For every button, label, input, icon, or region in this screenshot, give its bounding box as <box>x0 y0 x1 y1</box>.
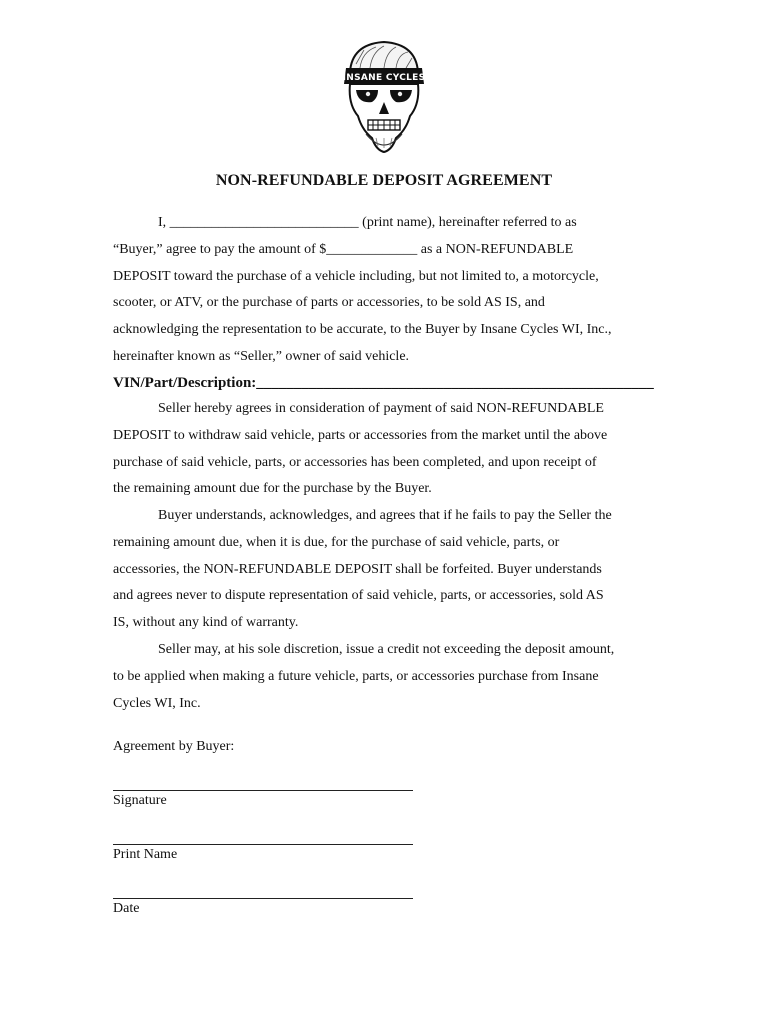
date-line <box>113 898 413 899</box>
paragraph-line: IS, without any kind of warranty. <box>113 615 299 631</box>
paragraph-line: accessories, the NON-REFUNDABLE DEPOSIT shall be forfeited. Buyer understands <box>113 561 602 577</box>
vin-description-field <box>113 370 658 397</box>
print-name-line <box>113 844 413 845</box>
intro-paragraph <box>113 210 658 371</box>
paragraph-line: Seller may, at his sole discretion, issue a credit not exceeding the deposit amount, <box>158 642 615 657</box>
paragraph-line: hereinafter known as “Seller,” owner of said vehicle. <box>113 348 410 364</box>
paragraph-line: to be applied when making a future vehicle, parts, or accessories purchase from Insane <box>113 668 599 684</box>
svg-text:INSANE CYCLES: INSANE CYCLES <box>342 73 426 83</box>
paragraph-line: the remaining amount due for the purchase by the Buyer. <box>113 481 432 497</box>
print-name-label: Print Name <box>113 847 178 862</box>
paragraph-line: and agrees never to dispute representation of said vehicle, parts, or accessories, sold AS <box>113 588 604 604</box>
paragraph-line: acknowledging the representation to be accurate, to the Buyer by Insane Cycles WI, Inc., <box>113 322 612 338</box>
buyer-acknowledgement-paragraph <box>113 503 658 637</box>
paragraph-line: remaining amount due, when it is due, for the purchase of said vehicle, parts, or <box>113 534 560 550</box>
vin-line: VIN/Part/Description:_____________________________________________________ <box>113 375 654 391</box>
paragraph-line: I, ___________________________ (print name), hereinafter referred to as <box>158 215 577 230</box>
signature-line <box>113 790 413 791</box>
paragraph-line: scooter, or ATV, or the purchase of parts or accessories, to be sold AS IS, and <box>113 295 545 311</box>
paragraph-line: Cycles WI, Inc. <box>113 695 201 711</box>
credit-paragraph <box>113 637 658 717</box>
date-label: Date <box>113 901 140 916</box>
paragraph-line: DEPOSIT toward the purchase of a vehicle including, but not limited to, a motorcycle, <box>113 268 599 284</box>
page-title: NON-REFUNDABLE DEPOSIT AGREEMENT <box>215 172 553 189</box>
seller-agreement-paragraph <box>113 396 658 503</box>
paragraph-line: purchase of said vehicle, parts, or accessories has been completed, and upon receipt of <box>113 454 597 470</box>
paragraph-line: “Buyer,” agree to pay the amount of $_____________ as a NON-REFUNDABLE <box>113 241 574 257</box>
paragraph-line: Seller hereby agrees in consideration of payment of said NON-REFUNDABLE <box>158 401 604 416</box>
paragraph-line: DEPOSIT to withdraw said vehicle, parts or accessories from the market until the above <box>113 427 608 443</box>
skull-logo-icon <box>336 38 432 158</box>
signature-label: Signature <box>113 793 167 808</box>
agreement-label: Agreement by Buyer: <box>113 739 235 754</box>
paragraph-line: Buyer understands, acknowledges, and agrees that if he fails to pay the Seller the <box>158 508 612 523</box>
